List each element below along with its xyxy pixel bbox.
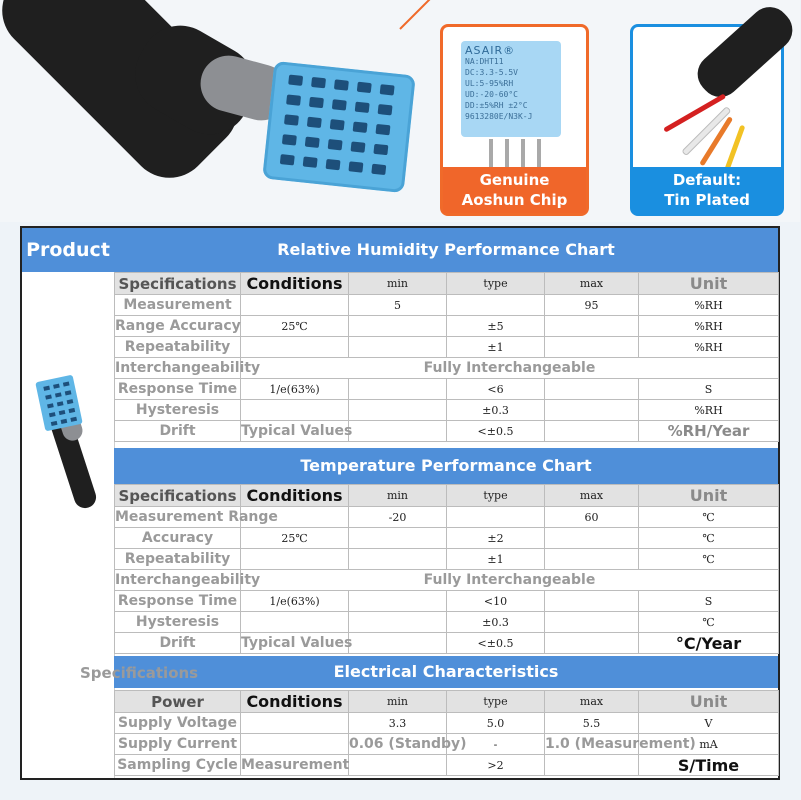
header-conditions: Conditions	[241, 691, 349, 713]
sensor-grille-hole	[326, 159, 341, 170]
chip-marking-line: 9613280E/N3K-J	[465, 112, 533, 121]
cell-type: ±1	[447, 337, 545, 358]
sensor-grille-hole	[307, 117, 322, 128]
cell-max	[545, 633, 639, 654]
cell-min	[349, 612, 447, 633]
header-max: max	[545, 273, 639, 295]
chip-marking-line: UD:-20-60°C	[465, 90, 518, 99]
sensor-grille-hole	[328, 139, 343, 150]
cell-min	[349, 633, 447, 654]
header-max: max	[545, 485, 639, 507]
table-row	[115, 713, 779, 734]
sensor-grille-hole	[49, 412, 56, 417]
header-specifications: Specifications	[115, 273, 241, 295]
sensor-grille-hole	[330, 119, 345, 130]
header-specifications: Specifications	[115, 485, 241, 507]
cell-conditions: 25℃	[241, 316, 349, 337]
table-header-row	[115, 691, 779, 713]
wire-bundle-cable	[689, 0, 800, 105]
sensor-grille-hole	[355, 102, 370, 113]
table-row	[115, 528, 779, 549]
table-row	[115, 337, 779, 358]
header-min: min	[349, 691, 447, 713]
sensor-grille-hole	[311, 77, 326, 88]
sensor-grille-hole	[282, 134, 297, 145]
sensor-grille-hole	[43, 386, 50, 391]
row-label: Measurement	[115, 295, 241, 316]
sensor-grille-hole	[332, 99, 347, 110]
header-conditions: Conditions	[241, 485, 349, 507]
cell-min	[349, 400, 447, 421]
label-line-2: Aoshun Chip	[461, 191, 568, 209]
cell-unit: %RH	[639, 337, 779, 358]
cell-type: 5.0	[447, 713, 545, 734]
cell-type: ±0.3	[447, 400, 545, 421]
cell-conditions: Measurement	[241, 755, 349, 776]
table-row	[115, 295, 779, 316]
label-line-1: Default:	[672, 171, 742, 189]
cell-min	[349, 549, 447, 570]
table-row	[115, 421, 779, 442]
cell-min	[349, 421, 447, 442]
electrical-chart-title: Electrical Characteristics	[114, 656, 778, 688]
cell-max: 1.0 (Measurement)	[545, 734, 639, 755]
cell-min	[349, 379, 447, 400]
temperature-table	[114, 484, 779, 654]
table-row	[115, 379, 779, 400]
product-column	[22, 272, 115, 778]
table-row	[115, 591, 779, 612]
cell-unit: %RH	[639, 295, 779, 316]
table-row	[115, 755, 779, 776]
table-row	[115, 633, 779, 654]
cell-unit: S	[639, 591, 779, 612]
cell-min: 0.06 (Standby)	[349, 734, 447, 755]
humidity-chart-title: Relative Humidity Performance Chart	[114, 228, 778, 272]
cell-max: 5.5	[545, 713, 639, 734]
cell-conditions	[241, 612, 349, 633]
cell-conditions	[241, 734, 349, 755]
sensor-grille-hole	[371, 164, 386, 175]
sensor-grille-hole	[375, 124, 390, 135]
table-row	[115, 400, 779, 421]
genuine-chip-label	[443, 167, 586, 213]
chip-marking-line: DC:3.3-5.5V	[465, 68, 518, 77]
sensor-grille-hole	[353, 122, 368, 133]
row-span-value: Fully Interchangeable	[241, 570, 779, 591]
sensor-grille-hole	[378, 104, 393, 115]
sensor-grille-hole	[303, 156, 318, 167]
cell-type: <±0.5	[447, 421, 545, 442]
table-row	[115, 734, 779, 755]
header-specifications: Power	[115, 691, 241, 713]
cell-type: <6	[447, 379, 545, 400]
cell-type: ±2	[447, 528, 545, 549]
row-label: Accuracy	[115, 528, 241, 549]
sensor-grille-hole	[284, 114, 299, 125]
cell-min	[349, 755, 447, 776]
sensor-grille-hole	[70, 417, 77, 422]
cell-max	[545, 549, 639, 570]
sensor-grille-hole	[357, 82, 372, 93]
cell-type	[447, 507, 545, 528]
table-row	[115, 358, 779, 379]
humidity-table	[114, 272, 779, 442]
cell-max: 95	[545, 295, 639, 316]
cell-min	[349, 591, 447, 612]
tin-plated-wire-card	[630, 24, 784, 216]
sensor-grille-hole	[51, 421, 58, 426]
row-label: Range Accuracy	[115, 316, 241, 337]
row-label: Measurement Range	[115, 507, 241, 528]
genuine-chip-card	[440, 24, 589, 216]
cell-max	[545, 755, 639, 776]
header-max: max	[545, 691, 639, 713]
header-unit: Unit	[639, 485, 779, 507]
cell-unit: ℃	[639, 549, 779, 570]
wire-red	[663, 93, 726, 132]
sensor-grille-hole	[305, 137, 320, 148]
chip-marking-line: UL:5-95%RH	[465, 79, 514, 88]
label-line-2: Tin Plated	[664, 191, 750, 209]
cell-max	[545, 528, 639, 549]
cell-conditions: 1/e(63%)	[241, 379, 349, 400]
cell-type: <±0.5	[447, 633, 545, 654]
label-line-1: Genuine	[479, 171, 550, 189]
table-header-row	[115, 273, 779, 295]
sensor-grille-hole	[65, 390, 72, 395]
cell-unit: %RH	[639, 316, 779, 337]
row-label: Sampling Cycle	[115, 755, 241, 776]
cell-conditions	[241, 549, 349, 570]
header-min: min	[349, 485, 447, 507]
cell-conditions: 1/e(63%)	[241, 591, 349, 612]
table-row	[115, 316, 779, 337]
cell-unit: S	[639, 379, 779, 400]
row-label: Interchangeability	[115, 358, 241, 379]
sensor-grille-hole	[334, 79, 349, 90]
sensor-grille-hole	[67, 399, 74, 404]
cell-conditions	[241, 337, 349, 358]
cell-min: 3.3	[349, 713, 447, 734]
cell-unit: S/Time	[639, 755, 779, 776]
electrical-specs-label: Specifications	[80, 664, 199, 682]
cell-max	[545, 379, 639, 400]
chip-marking-line: DD:±5%RH ±2°C	[465, 101, 528, 110]
sensor-grille-hole	[55, 392, 62, 397]
cell-conditions: Typical Values	[241, 421, 349, 442]
sensor-grille-hole	[280, 154, 295, 165]
cell-type	[447, 295, 545, 316]
sensor-grille-hole	[309, 97, 324, 108]
row-label: Supply Current	[115, 734, 241, 755]
header-unit: Unit	[639, 691, 779, 713]
row-label: Repeatability	[115, 549, 241, 570]
cell-unit: V	[639, 713, 779, 734]
product-heading: Product	[22, 228, 114, 272]
cell-unit: ℃	[639, 528, 779, 549]
cell-min: -20	[349, 507, 447, 528]
table-header-row	[115, 485, 779, 507]
row-label: Interchangeability	[115, 570, 241, 591]
cell-max	[545, 421, 639, 442]
header-type: type	[447, 691, 545, 713]
sensor-grille-hole	[286, 94, 301, 105]
header-type: type	[447, 273, 545, 295]
table-row	[115, 570, 779, 591]
row-label: Drift	[115, 421, 241, 442]
cell-conditions: 25℃	[241, 528, 349, 549]
cell-unit: mA	[639, 734, 779, 755]
tin-plated-label	[633, 167, 781, 213]
header-type: type	[447, 485, 545, 507]
header-unit: Unit	[639, 273, 779, 295]
cell-conditions	[241, 713, 349, 734]
sensor-grille-hole	[373, 144, 388, 155]
cell-unit: %RH	[639, 400, 779, 421]
cell-max	[545, 316, 639, 337]
sensor-grille-hole	[380, 84, 395, 95]
table-row	[115, 612, 779, 633]
cell-max: 60	[545, 507, 639, 528]
row-label: Supply Voltage	[115, 713, 241, 734]
cell-type: ±1	[447, 549, 545, 570]
callout-line	[399, 0, 443, 30]
cell-conditions	[241, 295, 349, 316]
sensor-grille-hole	[47, 403, 54, 408]
row-span-value: Fully Interchangeable	[241, 358, 779, 379]
sensor-grille-hole	[351, 141, 366, 152]
sensor-grille-hole	[61, 419, 68, 424]
cell-min	[349, 316, 447, 337]
cell-unit: ℃	[639, 612, 779, 633]
table-row	[115, 549, 779, 570]
cell-max	[545, 612, 639, 633]
temperature-chart-title: Temperature Performance Chart	[114, 448, 778, 484]
row-label: Hysteresis	[115, 612, 241, 633]
cell-max	[545, 591, 639, 612]
header-min: min	[349, 273, 447, 295]
row-label: Repeatability	[115, 337, 241, 358]
sensor-grille-hole	[288, 75, 303, 86]
cell-unit: %RH/Year	[639, 421, 779, 442]
cell-unit: °C/Year	[639, 633, 779, 654]
sensor-grille-hole	[348, 161, 363, 172]
sensor-grille-hole	[45, 394, 52, 399]
cell-min	[349, 528, 447, 549]
cell-conditions	[241, 400, 349, 421]
sensor-grille-hole	[59, 410, 66, 415]
cell-min: 5	[349, 295, 447, 316]
dht11-sensor-image	[262, 61, 416, 193]
cell-type: ±0.3	[447, 612, 545, 633]
sensor-grille-hole	[53, 384, 60, 389]
cell-type: >2	[447, 755, 545, 776]
cell-type: ±5	[447, 316, 545, 337]
chip-marking-line: NA:DHT11	[465, 57, 504, 66]
row-label: Hysteresis	[115, 400, 241, 421]
cell-unit: ℃	[639, 507, 779, 528]
cell-min	[349, 337, 447, 358]
cell-max	[545, 400, 639, 421]
electrical-table	[114, 690, 779, 776]
chip-brand: ASAIR®	[465, 44, 516, 57]
product-photo-banner	[0, 0, 800, 222]
cell-max	[545, 337, 639, 358]
cell-type: -	[447, 734, 545, 755]
chip-image	[461, 41, 561, 137]
row-label: Drift	[115, 633, 241, 654]
sensor-grille-hole	[68, 408, 75, 413]
cell-conditions: Typical Values	[241, 633, 349, 654]
cell-type: <10	[447, 591, 545, 612]
header-conditions: Conditions	[241, 273, 349, 295]
row-label: Response Time	[115, 591, 241, 612]
table-row	[115, 507, 779, 528]
sensor-grille-hole	[57, 401, 64, 406]
sensor-grille-hole	[63, 382, 70, 387]
row-label: Response Time	[115, 379, 241, 400]
